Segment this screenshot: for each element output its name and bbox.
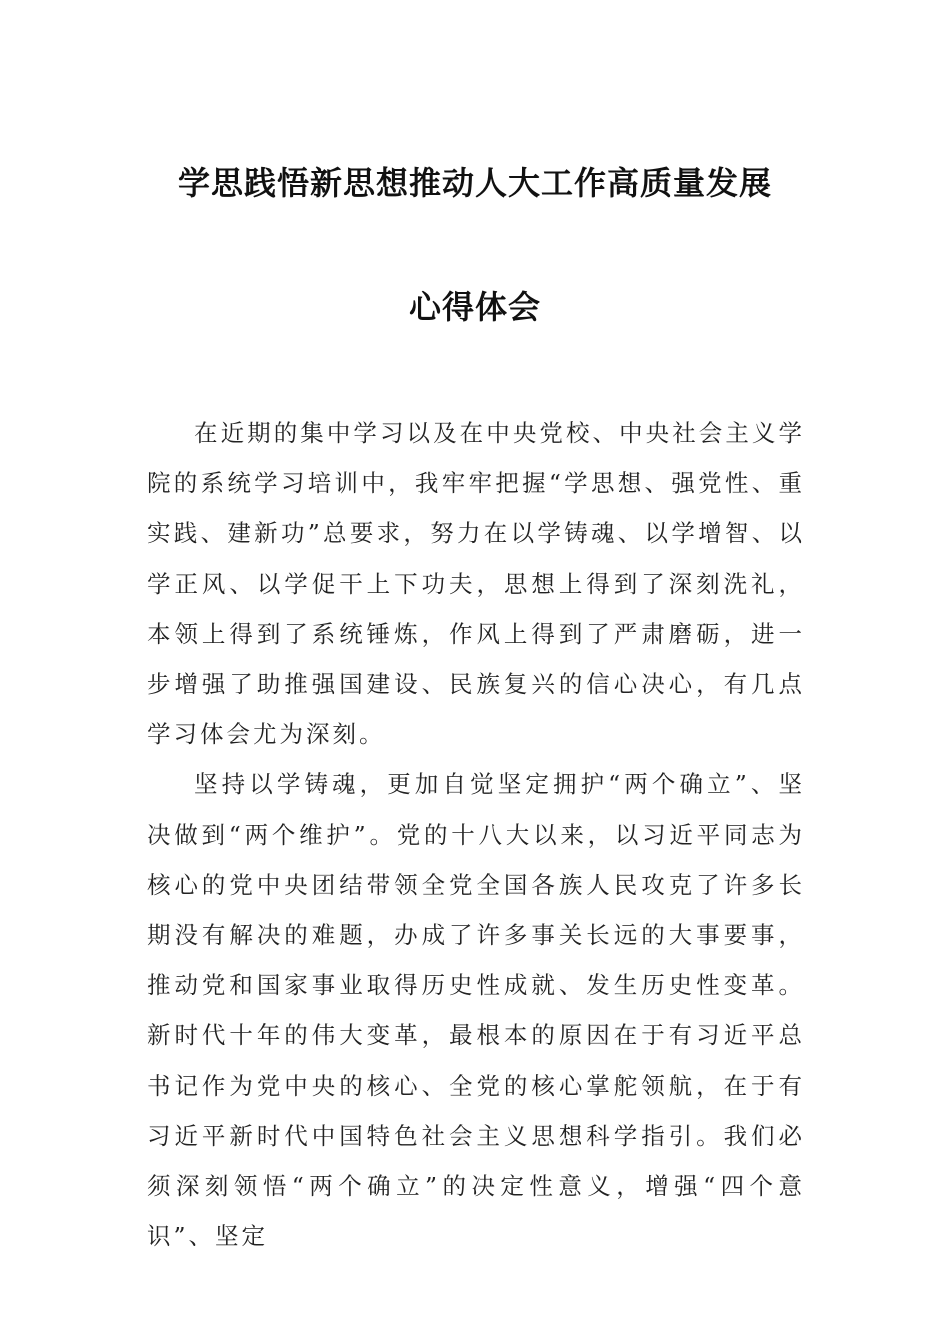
- document-body: [147, 408, 805, 1261]
- paragraph-intro: 在近期的集中学习以及在中央党校、中央社会主义学院的系统学习培训中，我牢牢把握“学思想、强党性、重实践、建新功”总要求，努力在以学铸魂、以学增智、以学正风、以学促干上下功夫，思想上得到了深刻洗礼，本领上得到了系统锤炼，作风上得到了严肃磨砺，进一步增强了助推强国建设、民族复兴的信心决心，有几点学习体会尤为深刻。: [147, 419, 805, 749]
- document-title-line-1: 学思践悟新思想推动人大工作高质量发展: [177, 164, 772, 202]
- paragraph-learning-soul: 坚持以学铸魂，更加自觉坚定拥护“两个确立”、坚决做到“两个维护”。党的十八大以来，以习近平同志为核心的党中央团结带领全党全国各族人民攻克了许多长期没有解决的难题，办成了许多事关长远的大事要事，推动党和国家事业取得历史性成就、发生历史性变革。新时代十年的伟大变革，最根本的原因在于有习近平总书记作为党中央的核心、全党的核心掌舵领航，在于有习近平新时代中国特色社会主义思想科学指引。我们必须深刻领悟“两个确立”的决定性意义，增强“四个意识”、坚定: [147, 770, 805, 1251]
- document-title-line-2: 心得体会: [408, 288, 541, 326]
